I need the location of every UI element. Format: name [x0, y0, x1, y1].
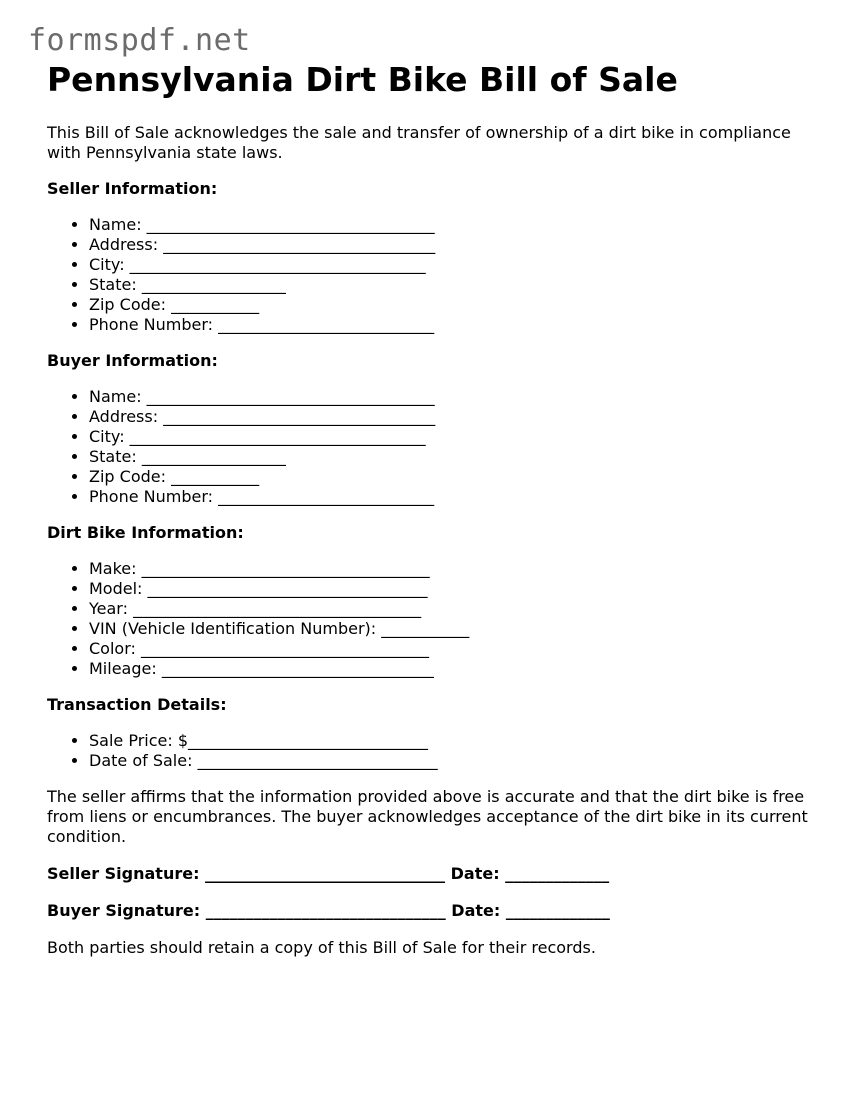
buyer-heading: Buyer Information:: [47, 351, 218, 370]
buyer-address-field: • Address: __________________________________: [89, 407, 827, 427]
seller-heading: Seller Information:: [47, 179, 218, 198]
bike-vin-field: • VIN (Vehicle Identification Number): ___________: [89, 619, 827, 639]
buyer-city-field: • City: _____________________________________: [89, 427, 827, 447]
bike-list: [47, 559, 827, 679]
intro-paragraph: This Bill of Sale acknowledges the sale and transfer of ownership of a dirt bike in compliance with Pennsylvania state laws.: [47, 123, 791, 162]
transaction-heading: Transaction Details:: [47, 695, 227, 714]
seller-name-field: • Name: ____________________________________: [89, 215, 827, 235]
seller-list: [47, 215, 827, 335]
buyer-name-field: • Name: ____________________________________: [89, 387, 827, 407]
bike-mileage-field: • Mileage: __________________________________: [89, 659, 827, 679]
buyer-phone-field: • Phone Number: ___________________________: [89, 487, 827, 507]
seller-signature-line: Seller Signature: ______________________________ Date: _____________: [47, 864, 610, 883]
bike-make-field: • Make: ____________________________________: [89, 559, 827, 579]
buyer-signature-line: Buyer Signature: ______________________________ Date: _____________: [47, 901, 610, 920]
bike-heading: Dirt Bike Information:: [47, 523, 244, 542]
footer-note: Both parties should retain a copy of this Bill of Sale for their records.: [47, 938, 596, 957]
seller-address-field: • Address: __________________________________: [89, 235, 827, 255]
seller-state-field: • State: __________________: [89, 275, 827, 295]
document-body: [47, 60, 827, 958]
sale-date-field: • Date of Sale: ______________________________: [89, 751, 827, 771]
buyer-zip-field: • Zip Code: ___________: [89, 467, 827, 487]
page-title: Pennsylvania Dirt Bike Bill of Sale: [47, 60, 678, 99]
transaction-list: [47, 731, 827, 771]
bike-color-field: • Color: ____________________________________: [89, 639, 827, 659]
bike-year-field: • Year: ____________________________________: [89, 599, 827, 619]
affirmation-paragraph: The seller affirms that the information provided above is accurate and that the dirt bike is free from liens or encumbrances. The buyer acknowledges acceptance of the dirt bike in its current condition.: [47, 787, 808, 846]
seller-phone-field: • Phone Number: ___________________________: [89, 315, 827, 335]
buyer-list: [47, 387, 827, 507]
seller-zip-field: • Zip Code: ___________: [89, 295, 827, 315]
sale-price-field: • Sale Price: $______________________________: [89, 731, 827, 751]
seller-city-field: • City: _____________________________________: [89, 255, 827, 275]
buyer-state-field: • State: __________________: [89, 447, 827, 467]
bike-model-field: • Model: ___________________________________: [89, 579, 827, 599]
watermark-logo: formspdf.net: [28, 23, 251, 58]
